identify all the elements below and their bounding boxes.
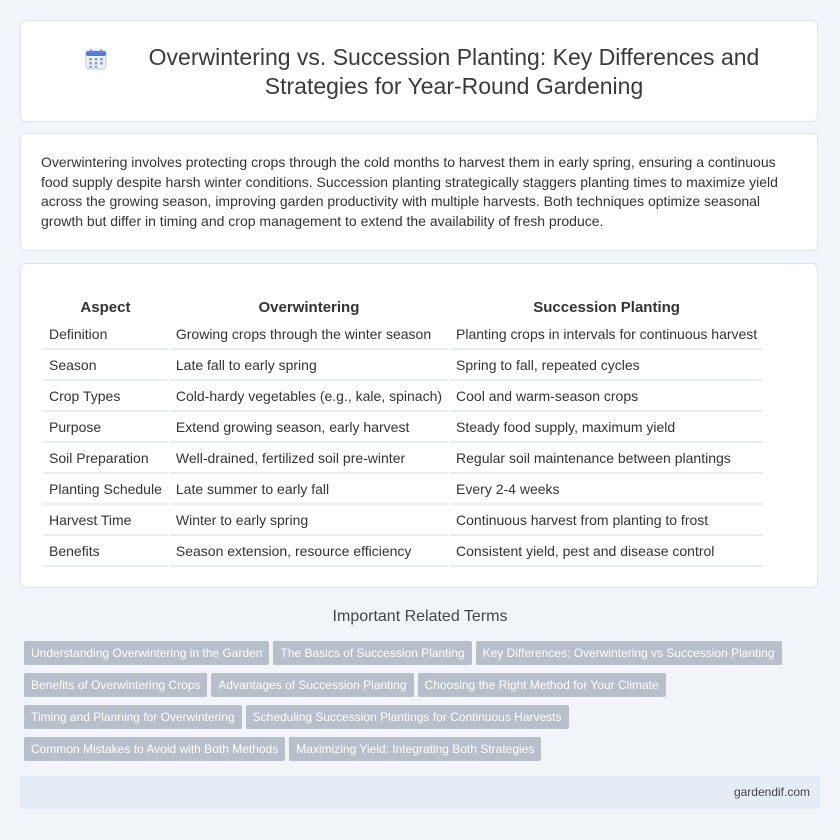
table-row — [43, 536, 763, 567]
cell-aspect: Crop Types — [43, 381, 168, 412]
cell-aspect: Soil Preparation — [43, 443, 168, 474]
cell-succession: Consistent yield, pest and disease control — [450, 536, 763, 567]
table-row — [43, 412, 763, 443]
footer — [20, 776, 820, 809]
footer-site-link[interactable]: gardendif.com — [733, 785, 810, 799]
cell-succession: Every 2-4 weeks — [450, 474, 763, 505]
title-card — [20, 20, 818, 122]
cell-overwintering: Extend growing season, early harvest — [170, 412, 448, 443]
cell-overwintering: Winter to early spring — [170, 505, 448, 536]
cell-overwintering: Well-drained, fertilized soil pre-winter — [170, 443, 448, 474]
related-term-tag[interactable]: Scheduling Succession Plantings for Continuous Harvests — [246, 705, 569, 729]
comparison-table-card — [20, 263, 818, 588]
cell-overwintering: Late fall to early spring — [170, 350, 448, 381]
cell-aspect: Purpose — [43, 412, 168, 443]
related-term-tag[interactable]: Timing and Planning for Overwintering — [24, 705, 242, 729]
cell-aspect: Benefits — [43, 536, 168, 567]
cell-aspect: Season — [43, 350, 168, 381]
related-term-tag[interactable]: Common Mistakes to Avoid with Both Methods — [24, 737, 285, 761]
related-term-tag[interactable]: Understanding Overwintering in the Garden — [24, 641, 269, 665]
table-row — [43, 505, 763, 536]
cell-aspect: Planting Schedule — [43, 474, 168, 505]
comparison-table — [43, 295, 763, 567]
calendar-icon — [85, 48, 107, 70]
table-row — [43, 381, 763, 412]
header-overwintering: Overwintering — [258, 298, 360, 316]
header-aspect: Aspect — [80, 298, 131, 316]
related-terms-heading: Important Related Terms — [332, 608, 508, 625]
cell-overwintering: Growing crops through the winter season — [170, 319, 448, 350]
table-header-row — [43, 295, 763, 319]
cell-succession: Cool and warm-season crops — [450, 381, 763, 412]
table-row — [43, 319, 763, 350]
cell-succession: Spring to fall, repeated cycles — [450, 350, 763, 381]
table-row — [43, 443, 763, 474]
header-succession-planting: Succession Planting — [533, 298, 680, 316]
intro-paragraph: Overwintering involves protecting crops through the cold months to harvest them in early spring, ensuring a continuous food supply despite harsh winter conditions. Succession planting strategically staggers planting times to maximize yield across the growing season, improving garden productivity with multiple harvests. Both techniques optimize seasonal growth but differ in timing and crop management to extend the availability of fresh produce. — [41, 154, 778, 229]
related-terms-list — [24, 641, 804, 769]
cell-aspect: Harvest Time — [43, 505, 168, 536]
related-term-tag[interactable]: Maximizing Yield: Integrating Both Strategies — [289, 737, 541, 761]
cell-succession: Regular soil maintenance between plantings — [450, 443, 763, 474]
related-term-tag[interactable]: Advantages of Succession Planting — [211, 673, 413, 697]
cell-succession: Continuous harvest from planting to frost — [450, 505, 763, 536]
cell-overwintering: Late summer to early fall — [170, 474, 448, 505]
cell-succession: Planting crops in intervals for continuous harvest — [450, 319, 763, 350]
table-row — [43, 350, 763, 381]
cell-overwintering: Season extension, resource efficiency — [170, 536, 448, 567]
cell-succession: Steady food supply, maximum yield — [450, 412, 763, 443]
related-term-tag[interactable]: Key Differences: Overwintering vs Succession Planting — [476, 641, 782, 665]
cell-aspect: Definition — [43, 319, 168, 350]
intro-card — [20, 133, 818, 251]
related-term-tag[interactable]: Choosing the Right Method for Your Climate — [418, 673, 666, 697]
related-term-tag[interactable]: The Basics of Succession Planting — [273, 641, 471, 665]
related-term-tag[interactable]: Benefits of Overwintering Crops — [24, 673, 207, 697]
page-title: Overwintering vs. Succession Planting: Key Differences and Strategies for Year-Round Gardening — [148, 44, 760, 99]
cell-overwintering: Cold-hardy vegetables (e.g., kale, spinach) — [170, 381, 448, 412]
table-row — [43, 474, 763, 505]
